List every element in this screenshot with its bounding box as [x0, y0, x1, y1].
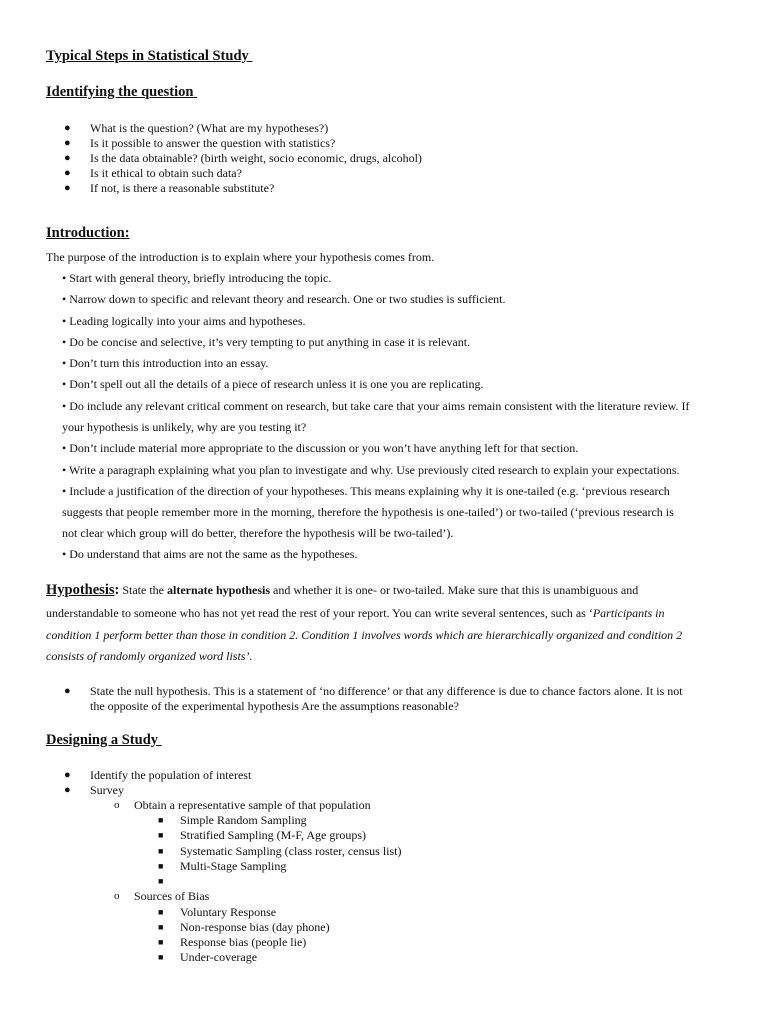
intro-point: • Leading logically into your aims and hypotheses. — [62, 314, 306, 328]
hypothesis-heading: Hypothesis — [46, 582, 115, 598]
introduction-lead: The purpose of the introduction is to explain where your hypothesis comes from. — [46, 250, 435, 264]
intro-point: • Do understand that aims are not the same as the hypotheses. — [62, 547, 358, 561]
intro-point-continued: your hypothesis is unlikely, why are you testing it? — [62, 420, 307, 434]
bullet-icon: ● — [64, 784, 71, 796]
bullet-icon: ● — [64, 122, 71, 134]
square-bullet-icon: ■ — [158, 830, 164, 840]
square-bullet-icon: ■ — [158, 922, 164, 932]
circle-bullet-icon: o — [114, 799, 120, 811]
square-bullet-icon: ■ — [158, 952, 164, 962]
page-title: Typical Steps in Statistical Study — [46, 48, 253, 64]
hypothesis-paragraph-line: understandable to someone who has not yet read the rest of your report. You can write several sentences, such as ‘Participants in — [46, 606, 665, 620]
bullet-icon: ● — [64, 137, 71, 149]
intro-point: • Start with general theory, briefly introducing the topic. — [62, 271, 332, 285]
circle-bullet-icon: o — [114, 890, 120, 902]
list-item-continued: the opposite of the experimental hypothesis Are the assumptions reasonable? — [90, 699, 459, 713]
intro-point-continued: not clear which group will do better, therefore the hypothesis will be two-tailed’). — [62, 526, 454, 540]
intro-point: • Don’t turn this introduction into an essay. — [62, 356, 269, 370]
square-bullet-icon: ■ — [158, 861, 164, 871]
bullet-icon: ● — [64, 182, 71, 194]
intro-point-continued: suggests that people remember more in the morning, therefore the hypothesis is one-tailed’) or two-tailed (‘previous research is — [62, 505, 674, 519]
document-page: Typical Steps in Statistical Study Identifying the question ● What is the question? (What are my hypotheses?) ● Is it possible to answer the question with statistics? ● Is the data obtainable? (birth weight, socio economic, drugs, alcohol) ● Is it ethical to obtain such data? ● If not, is there a reasonable substitute? Introduction: The purpose of the introduction is to explain where your hypothesis comes from. • Start with general theory, briefly introducing the topic. • Narrow down to specific and relevant theory and research. One or two studies is sufficient. • Leading logically into your aims and hypotheses. • Do be concise and selective, it’s very tempting to put anything in case it is relevant. • Don’t turn this introduction into an essay. • Don’t spell out all the details of a piece of research unless it is one you are replicating. • Do include any relevant critical comment on research, but take care that your aims remain consistent with the literature review. If your hypothesis is unlikely, why are you testing it? • Don’t include material more appropriate to the discussion or you won’t have anything left for that section. • Write a paragraph explaining what you plan to investigate and why. Use previously cited research to explain your expectations. • Include a justification of the direction of your hypotheses. This means explaining why it is one-tailed (e.g. ‘previous research suggests that people remember more in the morning, therefore the hypothesis is one-tailed’) or two-tailed (‘previous research is not clear which group will do better, therefore the hypothesis will be two-tailed’). • Do understand that aims are not the same as the hypotheses. Hypothesis: State the alternate hypothesis and whether it is one- or two-tailed. Make sure that this is unambiguous and understandable to someone who has not yet read the rest of your report. You can write several sentences, such as ‘Participants in condition 1 perform better than those in condition 2. Condition 1 involves words which are hierarchically organized and condition 2 consists of randomly organized word lists’. ● State the null hypothesis. This is a statement of ‘no difference’ or that any difference is due to chance factors alone. It is not the opposite of the experimental hypothesis Are the assumptions reasonable? Designing a Study ● Identify the population of interest ● Survey o Obtain a representative sample of that population ■ Simple Random Sampling ■ Stratified Sampling (M-F, Age groups) ■ Systematic Sampling (class roster, census list) ■ Multi-Stage Sampling ■ o Sources of Bias ■ Voluntary Response ■ Non-response bias (day phone) ■ Response bias (people lie) ■ Under-coverage — [46, 48, 690, 964]
bullet-icon: ● — [64, 685, 71, 697]
designing-heading: Designing a Study — [46, 732, 162, 748]
bullet-icon: ● — [64, 769, 71, 781]
square-bullet-icon: ■ — [158, 876, 164, 886]
introduction-heading: Introduction: — [46, 225, 130, 241]
intro-point: • Include a justification of the direction of your hypotheses. This means explaining why it is one-tailed (e.g. ‘previous research — [62, 484, 670, 498]
hypothesis-paragraph-line: consists of randomly organized word lists’. — [46, 649, 253, 663]
bullet-icon: ● — [64, 152, 71, 164]
hypothesis-paragraph-line: Hypothesis: State the alternate hypothesis and whether it is one- or two-tailed. Make sure that this is unambiguous and — [46, 582, 639, 598]
hypothesis-paragraph-line: condition 1 perform better than those in condition 2. Condition 1 involves words which are hierarchically organized and condition 2 — [46, 628, 683, 642]
intro-point: • Narrow down to specific and relevant theory and research. One or two studies is sufficient. — [62, 292, 506, 306]
bullet-icon: ● — [64, 167, 71, 179]
intro-point: • Do be concise and selective, it’s very tempting to put anything in case it is relevant. — [62, 335, 471, 349]
square-bullet-icon: ■ — [158, 846, 164, 856]
square-bullet-icon: ■ — [158, 937, 164, 947]
identifying-heading: Identifying the question — [46, 84, 198, 100]
intro-point: • Write a paragraph explaining what you plan to investigate and why. Use previously cited research to explain your expectations. — [62, 463, 680, 477]
intro-point: • Don’t spell out all the details of a piece of research unless it is one you are replicating. — [62, 377, 484, 391]
intro-point: • Do include any relevant critical comment on research, but take care that your aims remain consistent with the literature review. If — [62, 399, 690, 413]
square-bullet-icon: ■ — [158, 907, 164, 917]
intro-point: • Don’t include material more appropriate to the discussion or you won’t have anything left for that section. — [62, 441, 579, 455]
square-bullet-icon: ■ — [158, 815, 164, 825]
